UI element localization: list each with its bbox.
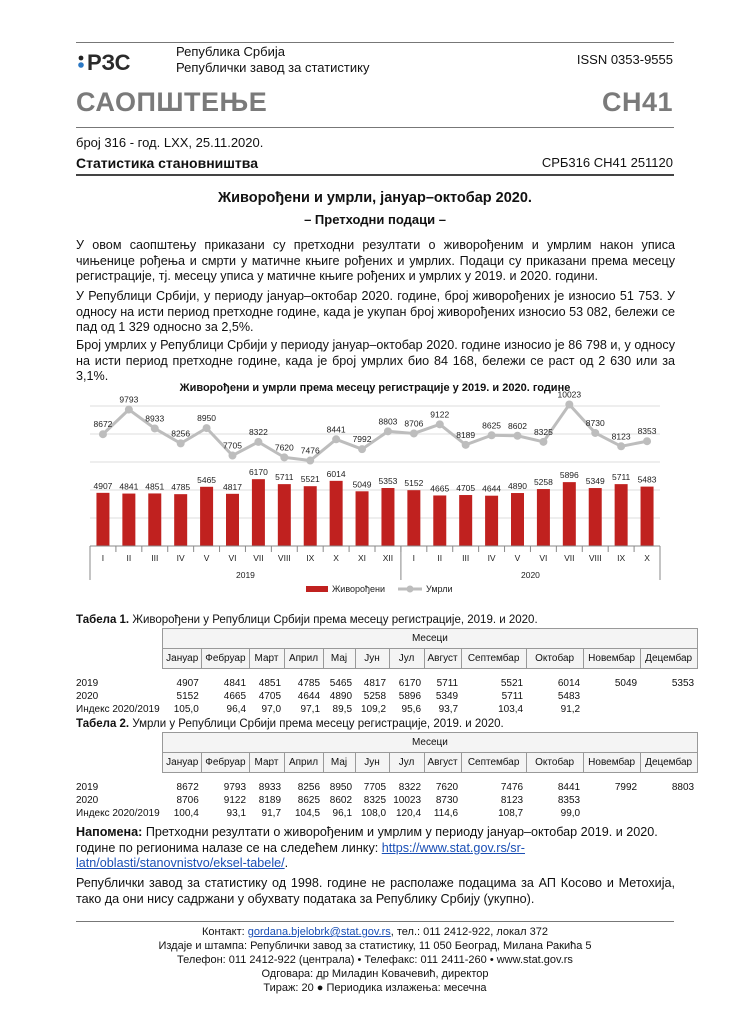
x-tick-label: VI	[539, 553, 548, 563]
data-label-births: 4817	[223, 481, 242, 492]
x-tick-label: I	[412, 553, 416, 563]
intro-paragraph: У овом саопштењу приказани су претходни резултати о живорођеним и умрлим након уписа чињенице рођења и смрти у матичне књиге рођених и умрлих. Подаци су приказани према месецу регистрације, тј. месецу уписа у матичне књиге рођених и умрлих у 2019. и 2020. години.	[76, 238, 675, 283]
x-tick-label: III	[151, 553, 159, 563]
data-label-deaths: 8441	[326, 424, 346, 435]
x-tick-label: II	[437, 553, 443, 563]
month-header: Март	[249, 649, 284, 669]
month-header: Август	[424, 753, 461, 773]
issn: ISSN 0353-9555	[576, 52, 673, 67]
point-deaths	[99, 430, 107, 438]
month-header: Јун	[355, 753, 389, 773]
point-deaths	[488, 431, 496, 439]
data-label-deaths: 8950	[197, 413, 217, 424]
bar-births	[148, 493, 161, 546]
data-label-births: 5049	[352, 479, 372, 490]
table-cell: 8123	[500, 795, 524, 806]
header-bottom-rule	[76, 174, 674, 176]
table-cell: 10023	[393, 795, 422, 806]
month-header: Јануар	[163, 753, 202, 773]
x-tick-label: VII	[564, 553, 575, 563]
table-cell	[583, 703, 640, 716]
point-deaths	[332, 435, 340, 443]
table-cell: 95,6	[401, 704, 422, 715]
x-tick-label: VIII	[588, 553, 602, 563]
month-header: Септембар	[461, 649, 526, 669]
month-header: Октобар	[526, 753, 583, 773]
table-cell: 5349	[435, 691, 459, 702]
org-name-line2: Републички завод за статистику	[176, 60, 370, 75]
table-cell: 99,0	[560, 808, 581, 819]
table-cell: 4890	[329, 691, 353, 702]
table-cell: 91,7	[261, 808, 282, 819]
data-label-births: 5353	[378, 476, 398, 487]
bar-births	[200, 487, 213, 546]
month-header: Април	[284, 753, 323, 773]
month-header: Јун	[355, 649, 389, 669]
note-paragraph: Напомена: Претходни резултати о живорођеним и умрлим у периоду јануар–октобар 2019. и 2020. године по регионима налазе се на следећем линку: https://www.stat.gov.rs/sr-latn/oblasti/stanovnistvo/eksel-tabele/.	[76, 825, 658, 870]
table-cell: 7705	[363, 782, 387, 793]
bar-births	[252, 479, 265, 546]
table2-caption: Табела 2. Умрли у Републици Србији према месецу регистрације, 2019. и 2020.	[76, 718, 504, 730]
data-label-births: 4890	[508, 481, 527, 492]
page-title: Живорођени и умрли, јануар–октобар 2020.	[218, 190, 532, 206]
table-cell: 97,0	[261, 704, 282, 715]
table-cell: 120,4	[395, 808, 422, 819]
kosovo-note: Републички завод за статистику од 1998. године не располаже подацима за АП Косово и Метохија, тако да они нису садржани у обухвату података за Републику Србију (укупно).	[76, 876, 675, 906]
x-tick-label: VI	[228, 553, 237, 563]
data-label-births: 4705	[456, 483, 476, 494]
data-label-births: 5465	[197, 474, 217, 485]
point-deaths	[617, 442, 625, 450]
table-cell: 8441	[557, 782, 581, 793]
table-cell: 91,2	[560, 704, 581, 715]
month-header: Новембар	[583, 753, 640, 773]
point-deaths	[384, 427, 392, 435]
table-cell: 4644	[297, 691, 321, 702]
month-header: Јануар	[163, 649, 202, 669]
bar-births	[459, 495, 472, 546]
table-cell: 7992	[614, 782, 638, 793]
month-header: Јул	[389, 753, 424, 773]
table-cell: 6170	[398, 678, 422, 689]
document-code: СРБ316 СН41 251120	[541, 155, 673, 170]
point-deaths	[177, 439, 185, 447]
chart-title: Живорођени и умрли према месецу регистрације у 2019. и 2020. године	[179, 382, 571, 394]
x-tick-label: IV	[487, 553, 496, 563]
table-cell: 89,5	[332, 704, 353, 715]
point-deaths	[591, 429, 599, 437]
table-cell: 5258	[363, 691, 387, 702]
data-label-deaths: 7992	[352, 434, 372, 445]
table-cell: 8602	[329, 795, 353, 806]
table-cell: 109,2	[360, 704, 387, 715]
table-row	[76, 794, 697, 807]
month-header: Јул	[389, 649, 424, 669]
table-cell: 5049	[614, 678, 638, 689]
data-label-deaths: 8322	[248, 426, 268, 437]
rzs-logo	[76, 49, 166, 73]
table-row	[76, 677, 697, 690]
table-cell: 4907	[176, 678, 199, 689]
row-label: Индекс 2020/2019	[76, 704, 160, 715]
month-header: Август	[424, 649, 461, 669]
section-title: Статистика становништва	[76, 155, 258, 171]
table-cell	[640, 703, 697, 716]
month-header: Децембар	[640, 753, 697, 773]
point-deaths	[539, 438, 547, 446]
x-tick-label: V	[514, 553, 521, 563]
bar-births	[563, 482, 576, 546]
table-cell: 8625	[297, 795, 321, 806]
data-label-births: 4851	[145, 481, 165, 492]
data-label-deaths: 8625	[482, 420, 502, 431]
footer-publisher: Издаје и штампа: Републички завод за статистику, 11 050 Београд, Милана Ракића 5	[158, 940, 592, 952]
table-row	[76, 807, 697, 820]
svg-text:РЗС: РЗС	[87, 50, 131, 75]
table-cell: 8189	[258, 795, 282, 806]
table-cell: 108,0	[360, 808, 387, 819]
month-header: Фебруар	[202, 649, 249, 669]
data-label-births: 4665	[430, 483, 450, 494]
point-deaths	[125, 406, 133, 414]
data-label-births: 4644	[482, 483, 502, 494]
month-header: Децембар	[640, 649, 697, 669]
bar-births	[615, 484, 628, 546]
months-group-header: Месеци	[163, 733, 697, 753]
table-cell: 8950	[329, 782, 353, 793]
x-tick-label: XI	[358, 553, 367, 563]
legend-swatch-births	[306, 586, 328, 592]
data-label-births: 6014	[326, 468, 346, 479]
bar-births	[407, 490, 420, 546]
data-label-deaths: 8706	[404, 418, 424, 429]
bar-births	[356, 491, 369, 546]
table-cell: 7620	[435, 782, 459, 793]
row-label: 2020	[76, 691, 99, 702]
bar-births	[174, 494, 187, 546]
x-tick-label: X	[644, 553, 650, 563]
point-deaths	[306, 457, 314, 465]
data-label-deaths: 8933	[145, 413, 165, 424]
table-cell: 4851	[258, 678, 282, 689]
table-cell: 100,4	[173, 808, 199, 819]
data-label-births: 5521	[300, 474, 320, 485]
table-cell	[640, 794, 697, 807]
point-deaths	[229, 451, 237, 459]
month-header: Мај	[323, 753, 355, 773]
series-code: СН41	[601, 87, 673, 117]
table-cell: 97,1	[300, 704, 321, 715]
data-label-deaths: 7705	[223, 440, 242, 451]
bar-births	[122, 494, 135, 546]
point-deaths	[358, 445, 366, 453]
table-cell: 5896	[398, 691, 422, 702]
table-cell	[583, 807, 640, 820]
births-paragraph: У Републици Србији, у периоду јануар–октобар 2020. године, број живорођених је износио 51 753. У односу на исти период претходне године, када је укупан број живорођених износио 53 082, бележи се пад од 1 329 односно за 2,5%.	[76, 289, 675, 334]
point-deaths	[462, 441, 470, 449]
bar-births	[304, 486, 317, 546]
table-cell: 105,0	[173, 704, 199, 715]
x-tick-label: X	[333, 553, 339, 563]
births-deaths-chart	[76, 389, 674, 600]
bar-births	[485, 496, 498, 546]
footer-contact: Контакт: gordana.bjelobrk@stat.gov.rs, тел.: 011 2412-922, локал 372	[202, 926, 548, 938]
legend-label-deaths: Умрли	[426, 584, 453, 594]
data-label-births: 5258	[533, 477, 553, 488]
point-deaths	[565, 400, 573, 408]
table-cell: 5711	[436, 678, 459, 689]
page-subtitle: – Претходни подаци –	[304, 212, 446, 227]
table-cell	[583, 794, 640, 807]
data-label-deaths: 8353	[637, 426, 657, 437]
point-deaths	[151, 424, 159, 432]
table-cell: 8933	[258, 782, 282, 793]
table-cell: 114,6	[433, 808, 459, 819]
deaths-paragraph: Број умрлих у Републици Србији у периоду јануар–октобар 2020. године износио је 86 798 и, у односу на исти период претходне године, када је број умрлих био 84 168, бележи се раст од 2 630 или за 3,1%.	[76, 338, 675, 383]
x-tick-label: IX	[306, 553, 315, 563]
table-row	[76, 781, 697, 794]
regional-data-link[interactable]: https://www.stat.gov.rs/sr-latn/oblasti/stanovnistvo/eksel-tabele/	[76, 840, 525, 870]
month-header: Мај	[323, 649, 355, 669]
legend-marker-deaths	[407, 586, 414, 593]
row-label: 2019	[76, 678, 99, 689]
data-label-births: 5152	[404, 478, 424, 489]
table-cell: 104,5	[294, 808, 321, 819]
point-deaths	[514, 432, 522, 440]
group-label: 2020	[520, 570, 540, 580]
months-group-header: Месеци	[163, 629, 697, 649]
x-tick-label: VII	[253, 553, 264, 563]
table-cell: 8322	[398, 782, 422, 793]
month-header: Новембар	[583, 649, 640, 669]
point-deaths	[410, 429, 418, 437]
month-header: Март	[249, 753, 284, 773]
data-label-births: 6170	[248, 467, 268, 478]
data-label-deaths: 8602	[508, 420, 527, 431]
table-cell: 5711	[501, 691, 524, 702]
org-name-line1: Република Србија	[176, 44, 285, 59]
footer-rule	[76, 921, 674, 922]
data-label-deaths: 9793	[119, 394, 139, 405]
x-tick-label: VIII	[277, 553, 291, 563]
x-tick-label: I	[101, 553, 105, 563]
table-cell: 5483	[557, 691, 581, 702]
bar-births	[537, 489, 550, 546]
data-label-births: 5711	[611, 472, 631, 483]
point-deaths	[254, 438, 262, 446]
bar-births	[589, 488, 602, 546]
point-deaths	[436, 420, 444, 428]
contact-email-link[interactable]: gordana.bjelobrk@stat.gov.rs	[247, 926, 391, 938]
x-tick-label: XII	[382, 553, 394, 563]
row-label: 2020	[76, 795, 99, 806]
data-label-births: 5896	[559, 470, 579, 481]
data-label-deaths: 8803	[378, 416, 398, 427]
deaths-table	[76, 732, 698, 820]
footer-circulation: Тираж: 20 ● Периодика излажења: месечна	[263, 982, 487, 994]
point-deaths	[203, 424, 211, 432]
data-label-deaths: 7476	[300, 445, 320, 456]
data-label-births: 5483	[637, 474, 657, 485]
bar-births	[641, 487, 654, 546]
data-label-deaths: 9122	[430, 409, 450, 420]
table-cell: 4665	[223, 691, 247, 702]
table-cell: 8706	[176, 795, 199, 806]
bar-births	[433, 495, 446, 546]
x-tick-label: II	[126, 553, 132, 563]
x-tick-label: V	[203, 553, 210, 563]
table-cell: 8325	[363, 795, 387, 806]
data-label-deaths: 10023	[557, 389, 582, 400]
bar-births	[96, 493, 109, 546]
table-cell: 4841	[223, 678, 247, 689]
row-label: 2019	[76, 782, 99, 793]
table-cell: 4785	[297, 678, 321, 689]
data-label-births: 4785	[171, 482, 191, 493]
table-cell: 8730	[435, 795, 459, 806]
footer-phone: Телефон: 011 2412-922 (централа) • Телефакс: 011 2411-260 • www.stat.gov.rs	[177, 954, 573, 966]
data-label-births: 5711	[275, 472, 294, 483]
table-cell	[583, 690, 640, 703]
table-cell: 7476	[500, 782, 524, 793]
table-cell: 8672	[176, 782, 199, 793]
data-label-deaths: 7620	[274, 442, 294, 453]
month-header: Фебруар	[202, 753, 249, 773]
data-label-deaths: 8256	[171, 428, 191, 439]
table-cell: 8256	[297, 782, 321, 793]
data-label-births: 5349	[585, 476, 605, 487]
data-label-deaths: 8730	[585, 417, 605, 428]
table-cell: 8353	[557, 795, 581, 806]
table-cell: 8803	[671, 782, 695, 793]
table-row	[76, 703, 697, 716]
table-cell: 9122	[223, 795, 247, 806]
month-header: Октобар	[526, 649, 583, 669]
table-cell: 4817	[363, 678, 387, 689]
data-label-births: 4841	[119, 481, 139, 492]
table-cell	[640, 807, 697, 820]
group-label: 2019	[235, 570, 255, 580]
month-header: Април	[284, 649, 323, 669]
bar-births	[278, 484, 291, 546]
header-mid-rule	[76, 127, 674, 128]
issue-info: број 316 - год. LXX, 25.11.2020.	[76, 135, 264, 150]
table-cell: 93,7	[438, 704, 459, 715]
bar-births	[511, 493, 524, 546]
table-cell: 96,4	[226, 704, 247, 715]
table-cell: 5521	[500, 678, 524, 689]
x-tick-label: III	[462, 553, 470, 563]
data-label-deaths: 8189	[456, 429, 476, 440]
table-cell: 103,4	[498, 704, 524, 715]
legend-label-births: Живорођени	[332, 584, 386, 594]
table-cell: 5465	[329, 678, 353, 689]
point-deaths	[280, 453, 288, 461]
table-cell: 96,1	[332, 808, 353, 819]
table-cell: 93,1	[226, 808, 247, 819]
point-deaths	[643, 437, 651, 445]
bar-births	[381, 488, 394, 546]
month-header: Септембар	[461, 753, 526, 773]
x-tick-label: IX	[617, 553, 626, 563]
table-cell: 6014	[557, 678, 581, 689]
data-label-deaths: 8325	[533, 426, 553, 437]
release-type: САОПШТЕЊЕ	[76, 87, 268, 117]
table-cell: 108,7	[498, 808, 524, 819]
table-cell	[640, 690, 697, 703]
table-cell: 5353	[671, 678, 695, 689]
births-table	[76, 628, 698, 716]
table-cell: 5152	[176, 691, 199, 702]
bar-births	[226, 494, 239, 546]
table-cell: 4705	[258, 691, 282, 702]
table1-caption: Табела 1. Живорођени у Републици Србији према месецу регистрације, 2019. и 2020.	[76, 614, 538, 626]
data-label-births: 4907	[93, 480, 113, 491]
bar-births	[330, 481, 343, 546]
data-label-deaths: 8672	[93, 419, 113, 430]
header-top-rule	[76, 42, 674, 43]
table-row	[76, 690, 697, 703]
row-label: Индекс 2020/2019	[76, 808, 160, 819]
table-cell: 9793	[223, 782, 247, 793]
data-label-deaths: 8123	[611, 431, 631, 442]
footer-director: Одговара: др Миладин Ковачевић, директор	[261, 968, 489, 980]
x-tick-label: IV	[176, 553, 185, 563]
